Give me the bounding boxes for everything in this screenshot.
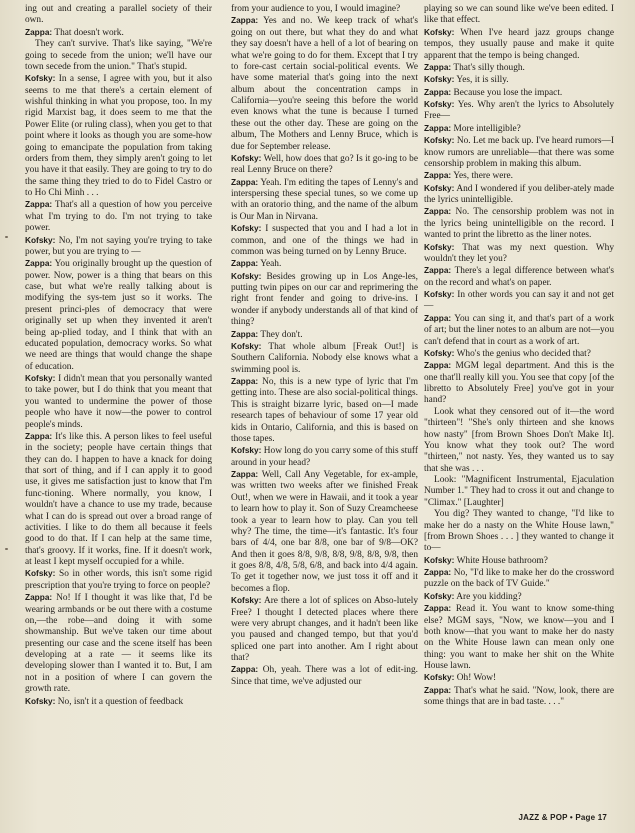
interview-paragraph xyxy=(25,373,212,431)
paper-speck xyxy=(5,236,8,238)
speaker-label: Zappa: xyxy=(25,26,53,37)
paragraph-text: You can sing it, and that's part of a work of art; but the liner notes to an album are not—you can't defend that in court as a work of art. xyxy=(424,313,614,347)
speaker-label: Kofsky: xyxy=(424,672,455,683)
interview-paragraph xyxy=(424,567,614,591)
paragraph-text: That was my next question. Why wouldn't they let you? xyxy=(424,242,614,264)
paragraph-text: They can't survive. That's like saying, "We're going to secede from the union; we'll have our town secede from the union." That's stupid. xyxy=(25,39,212,72)
paragraph-text: Because you lose the impact. xyxy=(451,87,563,98)
paper-speck xyxy=(5,548,8,550)
interview-paragraph xyxy=(231,664,418,688)
speaker-label: Zappa: xyxy=(231,15,259,26)
interview-paragraph xyxy=(424,603,614,672)
interview-paragraph xyxy=(25,592,212,695)
speaker-label: Kofsky: xyxy=(424,182,455,193)
speaker-label: Kofsky: xyxy=(231,445,262,456)
interview-paragraph xyxy=(231,153,418,177)
paragraph-text: No. The censorship problem was not in the lyrics being unintelligible on the record. I wanted to print the libretto as the liner notes. xyxy=(424,207,614,241)
text-column-right xyxy=(424,4,614,709)
speaker-label: Zappa: xyxy=(25,592,53,603)
paragraph-text: That's all a question of how you perceive what I'm trying to do. I'm not trying to take power. xyxy=(25,200,212,234)
speaker-label: Zappa: xyxy=(424,170,452,181)
paragraph-text: When I've heard jazz groups change tempos, they usually pause and make it quite apparent that the tempo is being changed. xyxy=(424,27,614,61)
speaker-label: Zappa: xyxy=(424,684,452,695)
paragraph-text: No, this is a new type of lyric that I'm getting into. These are also social-political things. This is straight bizarre lyric, based on—I made research tapes of behaviour of some 17 year old kids in Ontario, California, and this is based on those tapes. xyxy=(231,377,418,444)
interview-paragraph xyxy=(424,99,614,123)
interview-paragraph xyxy=(231,376,418,445)
paragraph-text: MGM legal department. And this is the one that'll really kill you. You see that copy [of the libretto to Absolutely Free] you've got in your hand? xyxy=(424,361,614,406)
speaker-label: Kofsky: xyxy=(231,152,262,163)
paragraph-text: That's silly though. xyxy=(451,62,525,73)
interview-paragraph xyxy=(424,685,614,709)
paragraph-text: No! If I thought it was like that, I'd be wearing armbands or be out there with a costume on,—the robe—and doing it with some showmanship. But we've taken our time about presenting our case and the scene itself has been developing at a rate — it seems like its developing slower than I wanted it to. But, I am not in a position of where I can govern the growth rate. xyxy=(25,593,212,695)
interview-paragraph xyxy=(231,341,418,376)
paragraph-text: Yes, there were. xyxy=(451,171,513,182)
interview-paragraph xyxy=(231,4,418,15)
interview-paragraph xyxy=(424,407,614,475)
interview-paragraph xyxy=(25,39,212,73)
speaker-label: Kofsky: xyxy=(231,223,262,234)
paragraph-text: No. Let me back up. I've heard rumors—I know rumors are unreliable—that there was some censorship problem in making this album. xyxy=(424,136,614,169)
interview-paragraph xyxy=(25,27,212,39)
speaker-label: Kofsky: xyxy=(424,241,455,252)
interview-paragraph xyxy=(424,360,614,407)
interview-paragraph xyxy=(25,258,212,373)
paragraph-text: In a sense, I agree with you, but it also seems to me that there's a certain element of wishful thinking in what you propose, too. In my rigid Marxist bag, it does seem to me that the Power Elite (or ruling class), when you get to that point where it looks as though you are some-how going to emancipate the population from taking orders from them, they simply aren't going to let you have it that easily. They are going to try to do the same thing they tried to do to Fidel Castro or to Ho Chi Minh . . . xyxy=(25,74,212,198)
speaker-label: Zappa: xyxy=(25,258,53,269)
paragraph-text: Yes, it is silly. xyxy=(454,75,509,86)
paragraph-text: Well, Call Any Vegetable, for ex-ample, was written two weeks after we finished Freak Out!, when we were in Hawaii, and it took a year to learn how to play it. Son of Suzy Creamcheese took a year to learn how to play. Can you tell why? The time, the time—it's fantastic. It's four bars of 4/4, one bar 8/8, one bar of 9/8—OK? And then it goes 8/8, 9/8, 8/8, 9/8, 8/8, 9/8, then it goes 8/8, 4/8, 5/8, 6/8, and back into 4/4 again. To get it together now, we just toss it off and it becomes a flop. xyxy=(231,470,418,594)
paragraph-text: Yeah. xyxy=(258,259,282,270)
interview-paragraph xyxy=(231,258,418,270)
paragraph-text: Well, how does that go? Is it go-ing to be real Lenny Bruce on there? xyxy=(231,153,418,176)
speaker-label: Zappa: xyxy=(231,376,259,386)
paragraph-text: There's a legal difference between what's on the record and what's on paper. xyxy=(424,266,614,288)
interview-paragraph xyxy=(231,595,418,664)
interview-paragraph xyxy=(424,170,614,182)
interview-paragraph xyxy=(231,445,418,469)
speaker-label: Zappa: xyxy=(424,86,452,97)
paragraph-text: Are there a lot of splices on Abso-lutely Free? I thought I detected places where there were very abrupt changes, and it hadn't been like you paused and changed tempo, but that you'd spliced one part into another. Am I right about that? xyxy=(231,596,418,663)
interview-paragraph xyxy=(424,591,614,603)
paragraph-text: So in other words, this isn't some rigid prescription that you're trying to force on people? xyxy=(25,569,212,591)
speaker-label: Kofsky: xyxy=(231,270,262,281)
paragraph-text: Who's the genius who decided that? xyxy=(454,348,591,359)
speaker-label: Kofsky: xyxy=(424,289,455,299)
interview-paragraph xyxy=(424,509,614,555)
paragraph-text: Oh! Wow! xyxy=(454,673,497,684)
text-column-middle xyxy=(231,4,418,688)
interview-paragraph xyxy=(424,555,614,567)
interview-paragraph xyxy=(231,469,418,595)
interview-paragraph xyxy=(424,206,614,241)
speaker-label: Zappa: xyxy=(231,328,259,339)
speaker-label: Zappa: xyxy=(424,206,452,217)
paragraph-text: ing out and creating a parallel society of their own. xyxy=(25,4,212,26)
interview-paragraph xyxy=(231,223,418,258)
paragraph-text: No, I'm not saying you're trying to take power, but you are trying to — xyxy=(25,235,212,257)
paragraph-text: Read it. You want to know some-thing else? MGM says, "Now, we know—you and I both know—that you want to make her do nasty on the White House lawn can mean only one thing: you want to make her shit on the White House lawn. xyxy=(424,604,614,671)
interview-paragraph xyxy=(424,123,614,135)
paragraph-text: I didn't mean that you personally wanted to take power, but I do think that you meant that you wanted to undermine the power of those people who have it now—the power to control people's minds. xyxy=(25,374,212,430)
paragraph-text: from your audience to you, I would imagine? xyxy=(231,4,401,14)
speaker-label: Zappa: xyxy=(424,61,452,72)
speaker-label: Zappa: xyxy=(424,265,452,276)
interview-paragraph xyxy=(424,74,614,86)
paragraph-text: You dig? They wanted to change, "I'd like to make her do a nasty on the White House lawn," [from Brown Shoes . . . ] they wanted to change it to— xyxy=(424,509,614,554)
interview-paragraph xyxy=(25,4,212,27)
interview-paragraph xyxy=(424,242,614,266)
paragraph-text: That's what he said. "Now, look, there are some things that are in bad taste. . . ." xyxy=(424,685,614,708)
paragraph-text: You originally brought up the question of power. Now, power is a thing that bears on this case, but what we're really talking about is modifying the sys-tem just so it works. The present princi-ples of democracy that were originally set up when they invented it aren't being ap-plied today, and I think that with an educated population, democracy works. So what we need are things that would change the shape of education. xyxy=(25,259,212,372)
interview-paragraph xyxy=(424,4,614,27)
paragraph-text: White House bathroom? xyxy=(454,555,548,566)
interview-paragraph xyxy=(424,27,614,62)
speaker-label: Kofsky: xyxy=(424,347,455,358)
interview-paragraph xyxy=(25,235,212,259)
paragraph-text: Yes. Why aren't the lyrics to Absolutely Free— xyxy=(424,100,614,122)
paragraph-text: In other words you can say it and not get— xyxy=(424,290,614,312)
paragraph-text: Besides growing up in Los Ange-les, putting twin pipes on our car and reprimering the right front fender and going to drive-ins. I wonder if anybody understands all of that kind of thing? xyxy=(231,271,418,328)
speaker-label: Kofsky: xyxy=(231,595,262,606)
paragraph-text: I suspected that you and I had a lot in common, and one of the things we had in common was being turned on by Lenny Bruce. xyxy=(231,224,418,257)
speaker-label: Kofsky: xyxy=(231,340,262,351)
interview-paragraph xyxy=(231,15,418,153)
interview-paragraph xyxy=(231,329,418,341)
interview-paragraph xyxy=(231,177,418,224)
speaker-label: Kofsky: xyxy=(424,554,455,565)
interview-paragraph xyxy=(424,313,614,348)
speaker-label: Kofsky: xyxy=(424,26,455,37)
speaker-label: Kofsky: xyxy=(25,373,56,383)
paragraph-text: No, "I'd like to make her do the crossword puzzle on the back of TV Guide." xyxy=(424,568,614,590)
speaker-label: Zappa: xyxy=(231,664,259,675)
paragraph-text: That whole album [Freak Out!] is Southern California. Nobody else knows what a swimming pool is. xyxy=(231,341,418,375)
speaker-label: Kofsky: xyxy=(25,73,56,84)
paragraph-text: They don't. xyxy=(258,329,303,340)
paragraph-text: playing so we can sound like we've been edited. I like that effect. xyxy=(424,4,614,26)
interview-paragraph xyxy=(25,568,212,592)
interview-paragraph xyxy=(25,696,212,708)
paragraph-text: More intelligible? xyxy=(451,123,521,134)
interview-paragraph xyxy=(424,475,614,509)
speaker-label: Zappa: xyxy=(424,122,452,133)
paragraph-text: And I wondered if you deliber-ately made the lyrics unintelligible. xyxy=(424,183,614,205)
speaker-label: Zappa: xyxy=(231,469,259,479)
paragraph-text: Yeah. I'm editing the tapes of Lenny's and interspersing these special tunes, so we come up with an oratorio thing, and the name of the album is Our Man in Nirvana. xyxy=(231,177,418,222)
speaker-label: Zappa: xyxy=(424,567,452,577)
speaker-label: Zappa: xyxy=(25,430,53,441)
paragraph-text: No, isn't it a question of feedback xyxy=(55,696,184,707)
paragraph-text: It's like this. A person likes to feel useful in the society; people have certain things that they can do. I happen to have a knack for doing that sort of thing, and if I can apply it to good use, it gives me satisfaction just to know that I'm func-tioning. Where normally, you know, I wouldn't have a chance to use my trade, because what I can do is spread out over a broad range of activities. I like to do them all because it feels good to do that. If I can help at the same time, that's groovy. If it works, fine. If it doesn't work, at least I kept myself occupied for a while. xyxy=(25,431,212,567)
interview-paragraph xyxy=(25,199,212,234)
speaker-label: Kofsky: xyxy=(25,234,56,245)
speaker-label: Zappa: xyxy=(25,199,53,210)
paragraph-text: Look what they censored out of it—the word "thirteen"! "She's only thirteen and she knows how nasty" [from Brown Shoes Don't Make It]. You know what they took out? The word "thirteen," not nasty. Yes, they wanted us to say that she was . . . xyxy=(424,406,614,474)
interview-paragraph xyxy=(424,348,614,360)
paragraph-text: Oh, yeah. There was a lot of edit-ing. Since that time, we've adjusted our xyxy=(231,665,418,687)
interview-paragraph xyxy=(424,87,614,99)
interview-paragraph xyxy=(424,672,614,684)
speaker-label: Zappa: xyxy=(424,603,452,614)
speaker-label: Kofsky: xyxy=(25,568,56,579)
speaker-label: Zappa: xyxy=(424,312,452,323)
speaker-label: Kofsky: xyxy=(424,590,455,601)
paragraph-text: That doesn't work. xyxy=(52,27,124,38)
paragraph-text: Yes and no. We keep track of what's going on out there, but what they do and what they say doesn't have a hell of a lot of bearing on what we're going to do for them. Except that I try to fore-cast certain social-political events. We have some material that's going into the next album about the concentration camps in California—you're seeing this before the world even knows what the tune is because I turned these out the other day. These are going on the album, The Mothers and Lenny Bruce, which is due for September release. xyxy=(231,16,418,152)
speaker-label: Kofsky: xyxy=(424,135,455,146)
text-column-left xyxy=(25,4,212,708)
speaker-label: Zappa: xyxy=(231,176,259,187)
paragraph-text: Are you kidding? xyxy=(454,591,522,602)
paragraph-text: Look: "Magnificent Instrumental, Ejaculation Number 1." They had to cross it out and change to "Climax." [Laughter] xyxy=(424,475,614,508)
interview-paragraph xyxy=(25,73,212,199)
interview-paragraph xyxy=(424,135,614,170)
interview-paragraph xyxy=(424,289,614,313)
speaker-label: Kofsky: xyxy=(424,74,455,85)
interview-paragraph xyxy=(25,431,212,569)
interview-paragraph xyxy=(424,62,614,74)
page-footer: JAZZ & POP • Page 17 xyxy=(518,813,607,822)
interview-paragraph xyxy=(231,271,418,329)
interview-paragraph xyxy=(424,183,614,207)
speaker-label: Kofsky: xyxy=(25,695,56,706)
speaker-label: Kofsky: xyxy=(424,99,455,109)
paragraph-text: How long do you carry some of this stuff around in your head? xyxy=(231,446,418,468)
interview-paragraph xyxy=(424,265,614,289)
speaker-label: Zappa: xyxy=(424,360,452,371)
speaker-label: Zappa: xyxy=(231,258,259,269)
